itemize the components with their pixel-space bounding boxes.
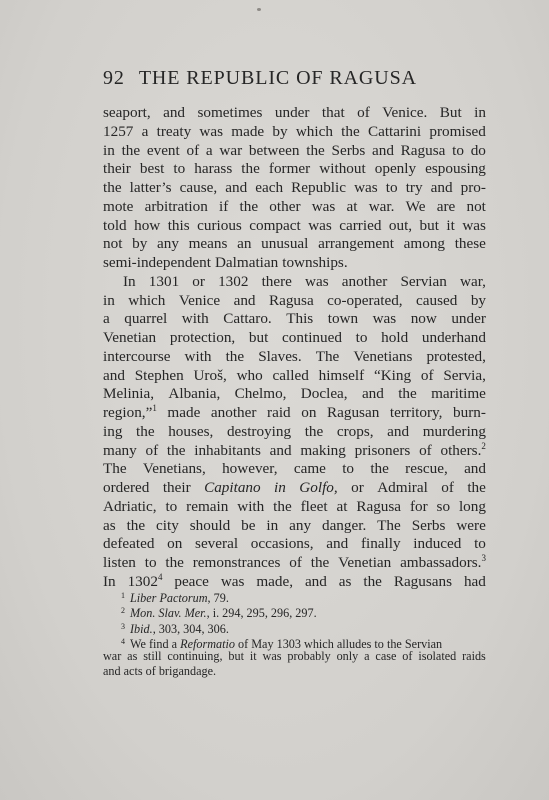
text-line: their best to harass the former without openly espousing [103,160,486,178]
text-line: Adriatic, to remain with the fleet at Ragusa for so long [103,497,486,515]
footnote-line: $^1$ Liber Pactorum, 79. [121,591,229,605]
page-number: 92 [103,67,125,89]
text-line: in which Venice and Ragusa co-operated, caused by [103,291,486,309]
footnote-number: 2 [121,606,125,616]
text-line: many of the inhabitants and making prisoners of others.$^2$ [103,440,486,459]
text-line: ing the houses, destroying the crops, and murdering [103,422,486,440]
footnote-line: $^3$ Ibid., 303, 304, 306. [121,621,229,636]
text-line: not by any means an unusual arrangement among these [103,235,486,253]
footnote-number: 4 [121,636,125,646]
footnote-number: 3 [121,621,125,631]
running-title: THE REPUBLIC OF RAGUSA [138,67,417,89]
text-line: defeated on several occasions, and finally induced to [103,535,486,553]
text-line: the latter’s cause, and each Republic was to try and pro- [103,179,486,196]
footnote-marker: 1 [152,403,157,413]
text-line: and Stephen Uroš, who called himself “King of Servia, [103,366,486,384]
text-line: 1257 a treaty was made by which the Cattarini promised [103,122,486,140]
footnote-marker: 3 [481,553,486,563]
footnotes [103,588,486,680]
text-line: The Venetians, however, came to the rescue, and [103,460,486,478]
text-line: told how this curious compact was carried out, but it was [103,216,486,234]
text-line: seaport, and sometimes under that of Venice. But in [103,104,486,121]
footnote-line: war as still continuing, but it was probably only a case of isolated raids [103,649,486,664]
text-line: region,”$^1$ made another raid on Ragusan territory, burn- [103,403,486,421]
footnote-line: $^4$ We find a Reformatio of May 1303 which alludes to the Servian [121,636,443,651]
text-line: a quarrel with Cattaro. This town was now under [103,310,486,328]
text-line: mote arbitration if the other was at war. We are not [103,197,486,215]
running-header [103,66,483,90]
text-line: Melinia, Albania, Chelmo, Doclea, and the maritime [103,385,486,403]
text-line: ordered their Capitano in Golfo, or Admiral of the [103,479,486,496]
text-line: semi-independent Dalmatian townships. [103,254,348,271]
footnote-line: and acts of brigandage. [103,664,217,679]
footnote-marker: 4 [157,571,163,582]
paper-speck [257,8,261,11]
text-line: Venetian protection, but continued to hold underhand [103,329,486,346]
text-line: In 1302$^4$ peace was made, and as the Ragusans had [103,571,486,590]
text-line: In 1301 or 1302 there was another Servian war, [123,272,486,290]
footnote-marker: 2 [481,440,486,451]
text-line: intercourse with the Slaves. The Venetians protested, [103,347,486,365]
footnote-line: $^2$ Mon. Slav. Mer., i. 294, 295, 296, 297. [121,606,317,621]
footnote-number: 1 [121,591,125,600]
text-line: in the event of a war between the Serbs and Ragusa to do [103,141,486,159]
text-line: as the city should be in any danger. The Serbs were [103,516,486,534]
text-line: listen to the remonstrances of the Venetian ambassadors.$^3$ [103,553,486,571]
body-text [103,104,486,592]
